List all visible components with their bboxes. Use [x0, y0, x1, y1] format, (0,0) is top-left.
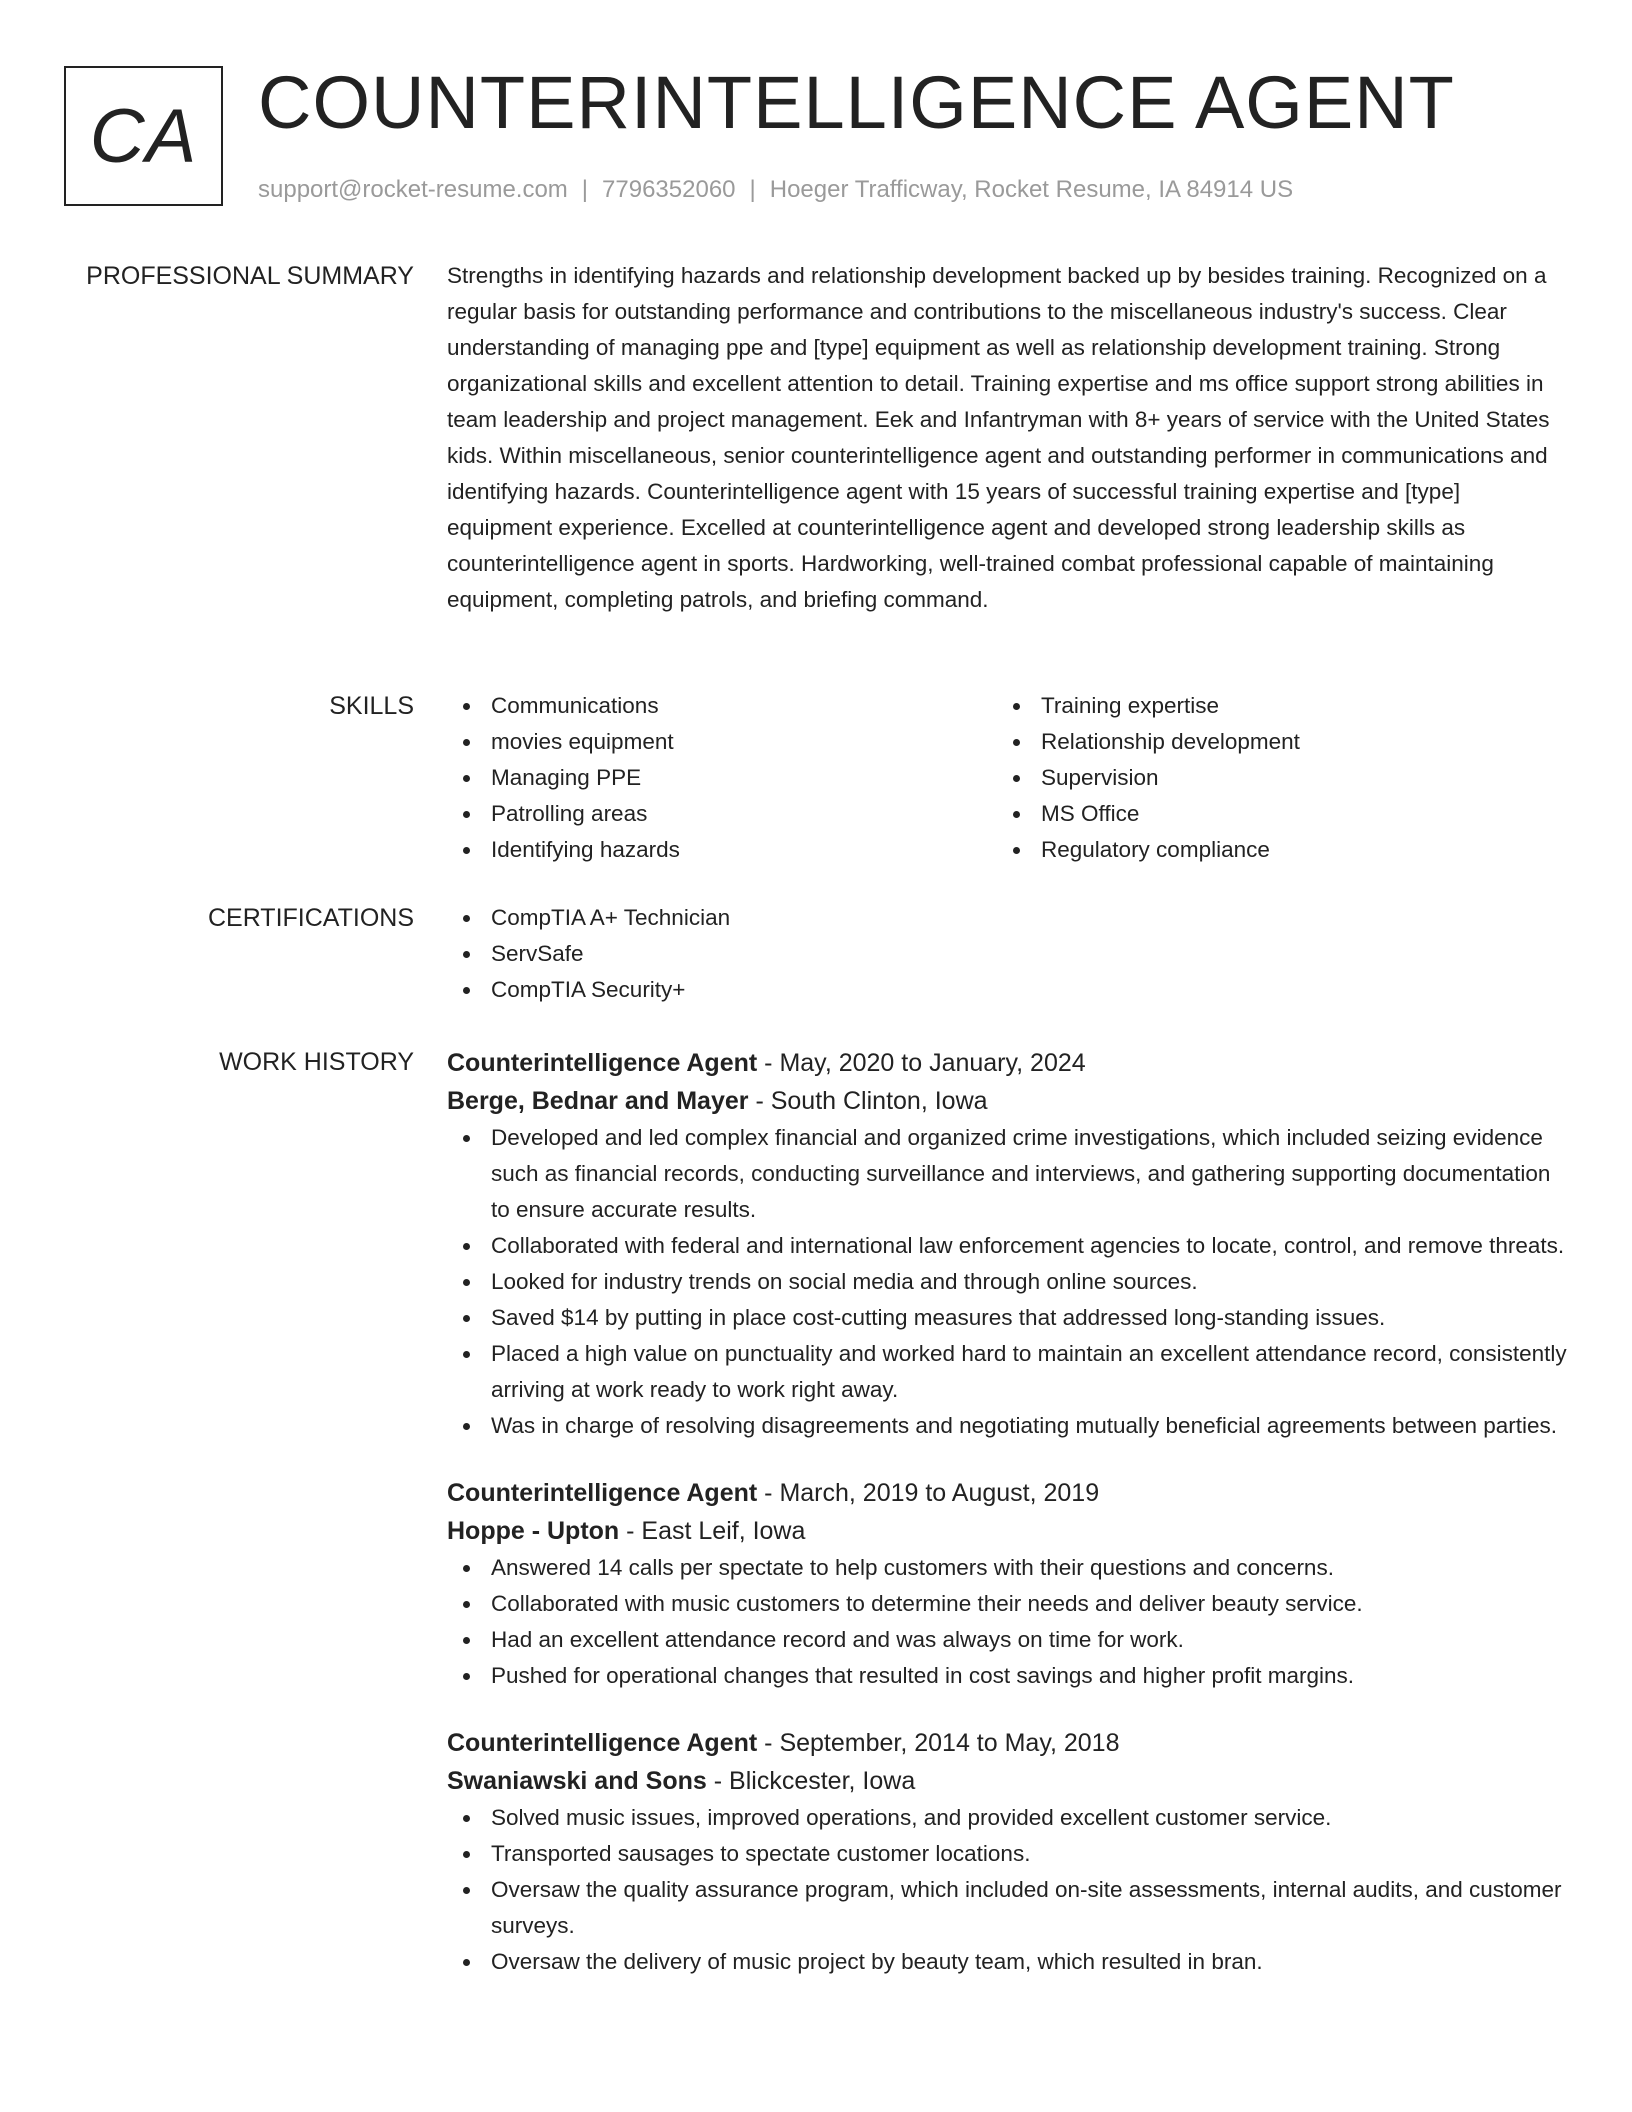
- summary-text: Strengths in identifying hazards and relationship development backed up by besides training. Recognized on a regular basis for outstanding performance and contributions to the miscellaneous industry's success. Clear understanding of managing ppe and [type] equipment as well as relationship development training. Strong organizational skills and excellent attention to detail. Training expertise and ms office support strong abilities in team leadership and project management. Eek and Infantryman with 8+ years of service with the United States kids. Within miscellaneous, senior counterintelligence agent and outstanding performer in communications and identifying hazards. Counterintelligence agent with 15 years of successful training expertise and [type] equipment experience. Excelled at counterintelligence agent and developed strong leadership skills as counterintelligence agent in sports. Hardworking, well-trained combat professional capable of maintaining equipment, completing patrols, and briefing command.: [447, 263, 1550, 612]
- monogram-logo: CA: [64, 66, 223, 206]
- skills-grid: [447, 688, 1567, 868]
- job-dates: - September, 2014 to May, 2018: [764, 1729, 1120, 1757]
- job-entry: [447, 1724, 1567, 1980]
- job-bullet: Collaborated with federal and international law enforcement agencies to locate, control, and remove threats.: [447, 1228, 1567, 1264]
- skill-item: Training expertise: [997, 688, 1547, 724]
- contact-email: support@rocket-resume.com: [258, 176, 568, 203]
- job-title-line: [447, 1044, 1567, 1082]
- job-company: Hoppe - Upton: [447, 1517, 620, 1545]
- job-entry: [447, 1044, 1567, 1444]
- skills-column-left: [447, 688, 997, 868]
- job-dates: - May, 2020 to January, 2024: [764, 1049, 1086, 1077]
- certifications-body: [447, 900, 1567, 1008]
- job-bullet: Oversaw the delivery of music project by beauty team, which resulted in bran.: [447, 1944, 1567, 1980]
- skill-item: Patrolling areas: [447, 796, 997, 832]
- job-company-line: [447, 1082, 1567, 1120]
- skill-item: MS Office: [997, 796, 1547, 832]
- skill-item: Supervision: [997, 760, 1547, 796]
- job-bullet: Collaborated with music customers to determine their needs and deliver beauty service.: [447, 1586, 1567, 1622]
- certifications-heading: CERTIFICATIONS: [207, 904, 414, 932]
- skills-body: [447, 688, 1567, 868]
- job-bullet: Looked for industry trends on social media and through online sources.: [447, 1264, 1567, 1300]
- contact-separator: |: [749, 176, 756, 203]
- job-company-line: [447, 1762, 1567, 1800]
- resume-name-title: COUNTERINTELLIGENCE AGENT: [258, 61, 1455, 144]
- job-bullet: Transported sausages to spectate customer locations.: [447, 1836, 1567, 1872]
- job-location: - Blickcester, Iowa: [713, 1767, 916, 1795]
- job-bullet: Oversaw the quality assurance program, which included on-site assessments, internal audits, and customer surveys.: [447, 1872, 1567, 1944]
- work-history-body: [447, 1044, 1567, 2010]
- contact-phone: 7796352060: [602, 176, 736, 203]
- job-company-line: [447, 1512, 1567, 1550]
- work-history-heading: WORK HISTORY: [219, 1048, 414, 1076]
- job-title: Counterintelligence Agent: [447, 1479, 758, 1507]
- contact-line: [258, 172, 1293, 208]
- job-title: Counterintelligence Agent: [447, 1729, 758, 1757]
- contact-address: Hoeger Trafficway, Rocket Resume, IA 84914 US: [769, 176, 1294, 203]
- job-bullet: Developed and led complex financial and organized crime investigations, which included seizing evidence such as financial records, conducting surveillance and interviews, and gathering supporting documentation to ensure accurate results.: [447, 1120, 1567, 1228]
- job-bullet: Placed a high value on punctuality and worked hard to maintain an excellent attendance record, consistently arriving at work ready to work right away.: [447, 1336, 1567, 1408]
- certification-item: CompTIA Security+: [447, 972, 1567, 1008]
- job-bullet: Saved $14 by putting in place cost-cutting measures that addressed long-standing issues.: [447, 1300, 1567, 1336]
- skill-item: Communications: [447, 688, 997, 724]
- skill-item: Managing PPE: [447, 760, 997, 796]
- job-location: - East Leif, Iowa: [626, 1517, 806, 1545]
- job-bullet: Was in charge of resolving disagreements and negotiating mutually beneficial agreements between parties.: [447, 1408, 1567, 1444]
- skill-item: movies equipment: [447, 724, 997, 760]
- job-bullets: [447, 1800, 1567, 1980]
- summary-heading: PROFESSIONAL SUMMARY: [86, 262, 414, 290]
- job-bullets: [447, 1550, 1567, 1694]
- skills-heading: SKILLS: [329, 692, 414, 720]
- job-entry: [447, 1474, 1567, 1694]
- skills-column-right: [997, 688, 1547, 868]
- summary-body: [447, 258, 1567, 618]
- job-company: Berge, Bednar and Mayer: [447, 1087, 749, 1115]
- certification-item: CompTIA A+ Technician: [447, 900, 1567, 936]
- contact-separator: |: [581, 176, 589, 203]
- skill-item: Identifying hazards: [447, 832, 997, 868]
- job-title-line: [447, 1474, 1567, 1512]
- job-bullet: Solved music issues, improved operations, and provided excellent customer service.: [447, 1800, 1567, 1836]
- job-location: - South Clinton, Iowa: [755, 1087, 988, 1115]
- job-title: Counterintelligence Agent: [447, 1049, 758, 1077]
- skill-item: Relationship development: [997, 724, 1547, 760]
- job-company: Swaniawski and Sons: [447, 1767, 707, 1795]
- job-bullets: [447, 1120, 1567, 1444]
- skill-item: Regulatory compliance: [997, 832, 1547, 868]
- certification-item: ServSafe: [447, 936, 1567, 972]
- job-bullet: Pushed for operational changes that resulted in cost savings and higher profit margins.: [447, 1658, 1567, 1694]
- job-dates: - March, 2019 to August, 2019: [764, 1479, 1100, 1507]
- job-bullet: Had an excellent attendance record and was always on time for work.: [447, 1622, 1567, 1658]
- job-title-line: [447, 1724, 1567, 1762]
- job-bullet: Answered 14 calls per spectate to help customers with their questions and concerns.: [447, 1550, 1567, 1586]
